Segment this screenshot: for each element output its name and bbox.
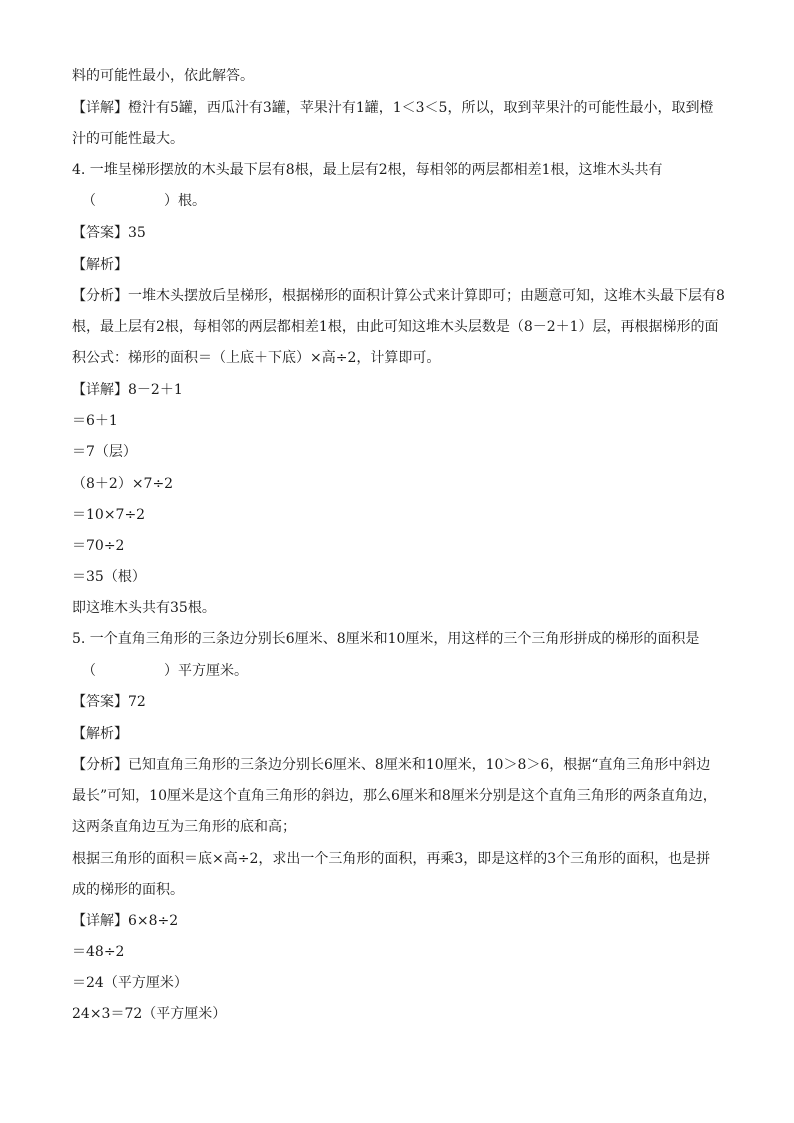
text-line: ＝24（平方厘米） bbox=[72, 975, 188, 991]
question-5-stem: 5. 一个直角三角形的三条边分别长6厘米、8厘米和10厘米，用这样的三个三角形拼成的梯形的面积是 bbox=[72, 631, 700, 647]
text-line: 汁的可能性最大。 bbox=[72, 131, 184, 147]
text-line: 这两条直角边互为三角形的底和高； bbox=[72, 819, 296, 835]
text-line: ＝48÷2 bbox=[72, 944, 125, 960]
text-line: 【分析】已知直角三角形的三条边分别长6厘米、8厘米和10厘米，10＞8＞6，根据“直角三角形中斜边 bbox=[72, 757, 711, 773]
text-line: ＝7（层） bbox=[72, 444, 137, 460]
text-line: 根据三角形的面积＝底×高÷2，求出一个三角形的面积，再乘3，即是这样的3个三角形的面积，也是拼 bbox=[72, 851, 711, 867]
paren-close: ）平方厘米。 bbox=[164, 663, 248, 679]
question-4-blank bbox=[82, 191, 206, 211]
paren-close: ）根。 bbox=[164, 193, 206, 209]
answer-line: 【答案】72 bbox=[72, 694, 146, 710]
paren-open: （ bbox=[82, 193, 96, 209]
analysis-heading: 【解析】 bbox=[72, 257, 128, 273]
text-line: 24×3＝72（平方厘米） bbox=[72, 1006, 227, 1022]
text-line: 积公式：梯形的面积＝（上底＋下底）×高÷2，计算即可。 bbox=[72, 350, 441, 366]
text-line: ＝70÷2 bbox=[72, 538, 125, 554]
text-line: （8＋2）×7÷2 bbox=[72, 476, 174, 492]
text-line: 料的可能性最小，依此解答。 bbox=[72, 68, 254, 84]
analysis-heading: 【解析】 bbox=[72, 726, 128, 742]
question-5-blank bbox=[82, 661, 248, 681]
paren-open: （ bbox=[82, 663, 96, 679]
text-line: ＝35（根） bbox=[72, 569, 146, 585]
text-line: 根，最上层有2根，每相邻的两层都相差1根，由此可知这堆木头层数是（8－2＋1）层，再根据梯形的面 bbox=[72, 319, 719, 335]
text-line: 最长”可知，10厘米是这个直角三角形的斜边，那么6厘米和8厘米分别是这个直角三角形的两条直角边， bbox=[72, 788, 717, 804]
text-line: 【分析】一堆木头摆放后呈梯形，根据梯形的面积计算公式来计算即可；由题意可知，这堆木头最下层有8 bbox=[72, 288, 725, 304]
text-line: 成的梯形的面积。 bbox=[72, 882, 184, 898]
text-line: 【详解】8－2＋1 bbox=[72, 382, 183, 398]
text-line: 即这堆木头共有35根。 bbox=[72, 600, 216, 616]
text-line: ＝10×7÷2 bbox=[72, 507, 146, 523]
text-line: 【详解】橙汁有5罐，西瓜汁有3罐，苹果汁有1罐，1＜3＜5，所以，取到苹果汁的可能性最小，取到橙 bbox=[72, 100, 714, 116]
question-4-stem: 4. 一堆呈梯形摆放的木头最下层有8根，最上层有2根，每相邻的两层都相差1根，这堆木头共有 bbox=[72, 162, 663, 178]
text-line: 【详解】6×8÷2 bbox=[72, 913, 179, 929]
text-line: ＝6＋1 bbox=[72, 413, 118, 429]
answer-line: 【答案】35 bbox=[72, 225, 146, 241]
